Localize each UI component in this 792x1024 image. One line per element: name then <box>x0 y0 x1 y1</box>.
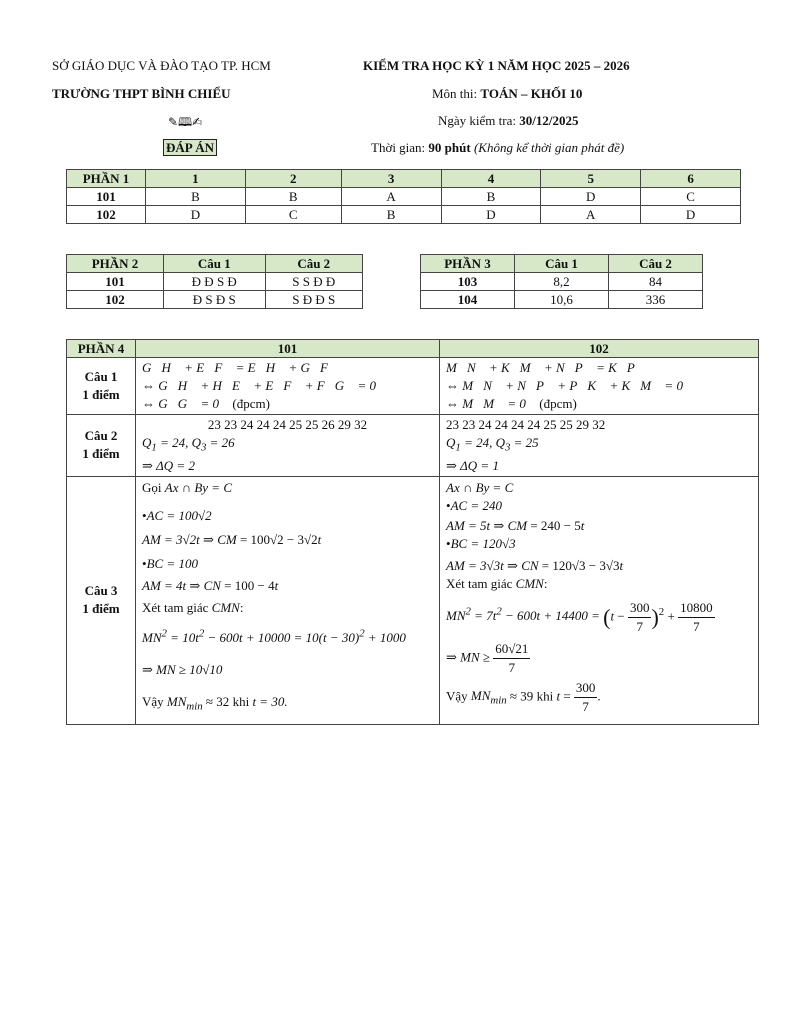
table-cell: D <box>441 206 541 224</box>
question-label: Câu 2 1 điểm <box>67 415 136 477</box>
question-label: Câu 3 1 điểm <box>67 476 136 724</box>
table-cell: S S Đ Đ <box>265 273 362 291</box>
part2-table <box>66 254 363 309</box>
table-header: PHẦN 2 <box>67 255 164 273</box>
table-header-row <box>421 255 703 273</box>
solution-102-q3: Ax ∩ By = C •AC = 240 AM = 5t ⇒ CM = 240 − 5t •BC = 120√3 AM = 3√3t ⇒ CN = 120√3 − 3√3t Xét tam giác CMN: $MN^2 = 7t^2 - 600t + 14400 = (t$ − $\frac{300}{7}$ )$^2$ + $\frac{10800}{7}$ ⇒ MN ≥ $\frac{60√21}{7}$ Vậy $MN_{min} \approx 39$ khi t = $\frac{300}{7}$ . <box>440 476 759 724</box>
table-header: Câu 1 <box>515 255 609 273</box>
table-row <box>421 273 703 291</box>
table-header-row <box>67 255 363 273</box>
table-header: PHẦN 4 <box>67 340 136 358</box>
table-header: 2 <box>245 170 341 188</box>
table-row <box>67 291 363 309</box>
table-cell: C <box>245 206 341 224</box>
solution-101-q2: 23 23 24 24 24 25 25 26 29 32 $Q_1 = 24$, $Q_3 = 26$ ⇒ ΔQ = 2 <box>136 415 440 477</box>
table-header: Câu 1 <box>164 255 266 273</box>
table-cell: 336 <box>609 291 703 309</box>
table-cell: 8,2 <box>515 273 609 291</box>
table-cell: B <box>341 206 441 224</box>
table-row <box>67 188 741 206</box>
table-row <box>67 476 759 724</box>
book-ornament-icon: ✎🕮✍ <box>168 115 203 129</box>
solution-102-q1: M⃗N⃗ + K⃗M⃗ + N⃗P⃗ = K⃗P⃗ ⇔ M⃗N⃗ + N⃗P⃗ + P⃗K⃗ + K⃗M⃗ = 0⃗ ⇔ M⃗M⃗ = 0⃗ (đpcm) <box>440 358 759 415</box>
duration-line: Thời gian: 90 phút (Không kể thời gian phát đề) <box>371 140 625 155</box>
answer-key-badge: ĐÁP ÁN <box>163 139 217 156</box>
table-cell: B <box>146 188 246 206</box>
table-header: 4 <box>441 170 541 188</box>
part3-table <box>420 254 703 309</box>
solution-101-q3: Gọi Ax ∩ By = C •AC = 100√2 AM = 3√2t ⇒ CM = 100√2 − 3√2t •BC = 100 AM = 4t ⇒ CN = 100 − 4t Xét tam giác CMN: $MN^2 = 10t^2 - 600t + 10000 = 10(t - 30)^2 + 1000$ ⇒ MN ≥ 10√10 Vậy $MN_{min} \approx 32$ khi t = 30. <box>136 476 440 724</box>
table-header: 101 <box>136 340 440 358</box>
table-cell: 10,6 <box>515 291 609 309</box>
part1-table <box>66 169 741 224</box>
table-cell: 102 <box>67 291 164 309</box>
table-cell: Đ S Đ S <box>164 291 266 309</box>
table-cell: 84 <box>609 273 703 291</box>
table-header: 5 <box>541 170 641 188</box>
table-cell: S Đ Đ S <box>265 291 362 309</box>
table-cell: Đ Đ S Đ <box>164 273 266 291</box>
solution-102-q2: 23 23 24 24 24 24 25 25 29 32 $Q_1 = 24$, $Q_3 = 25$ ⇒ ΔQ = 1 <box>440 415 759 477</box>
table-cell: 104 <box>421 291 515 309</box>
table-cell: 103 <box>421 273 515 291</box>
table-header: 102 <box>440 340 759 358</box>
table-header: 6 <box>641 170 741 188</box>
table-cell: A <box>341 188 441 206</box>
table-header: PHẦN 1 <box>67 170 146 188</box>
table-header-row <box>67 340 759 358</box>
exam-date-line: Ngày kiểm tra: 30/12/2025 <box>438 113 579 128</box>
school-name: TRƯỜNG THPT BÌNH CHIỂU <box>52 86 231 101</box>
table-row <box>67 206 741 224</box>
table-cell: D <box>641 206 741 224</box>
table-cell: 101 <box>67 188 146 206</box>
table-header: 1 <box>146 170 246 188</box>
table-row <box>67 415 759 477</box>
table-cell: 102 <box>67 206 146 224</box>
subject-line: Môn thi: TOÁN – KHỐI 10 <box>432 86 583 101</box>
table-row <box>421 291 703 309</box>
table-cell: 101 <box>67 273 164 291</box>
question-label: Câu 1 1 điểm <box>67 358 136 415</box>
table-row <box>67 358 759 415</box>
table-cell: B <box>441 188 541 206</box>
table-header: 3 <box>341 170 441 188</box>
table-header: Câu 2 <box>609 255 703 273</box>
table-header: PHẦN 3 <box>421 255 515 273</box>
table-header-row <box>67 170 741 188</box>
table-row <box>67 273 363 291</box>
table-cell: B <box>245 188 341 206</box>
table-cell: D <box>541 188 641 206</box>
department-name: SỞ GIÁO DỤC VÀ ĐÀO TẠO TP. HCM <box>52 58 271 73</box>
table-header: Câu 2 <box>265 255 362 273</box>
part4-table <box>66 339 759 725</box>
table-cell: A <box>541 206 641 224</box>
table-cell: D <box>146 206 246 224</box>
table-cell: C <box>641 188 741 206</box>
answer-key-label <box>163 140 217 156</box>
exam-title: KIỂM TRA HỌC KỲ 1 NĂM HỌC 2025 – 2026 <box>363 58 630 73</box>
solution-101-q1: G⃗H⃗ + E⃗F⃗ = E⃗H⃗ + G⃗F⃗ ⇔ G⃗H⃗ + H⃗E⃗ + E⃗F⃗ + F⃗G⃗ = 0⃗ ⇔ G⃗G⃗ = 0⃗ (đpcm) <box>136 358 440 415</box>
